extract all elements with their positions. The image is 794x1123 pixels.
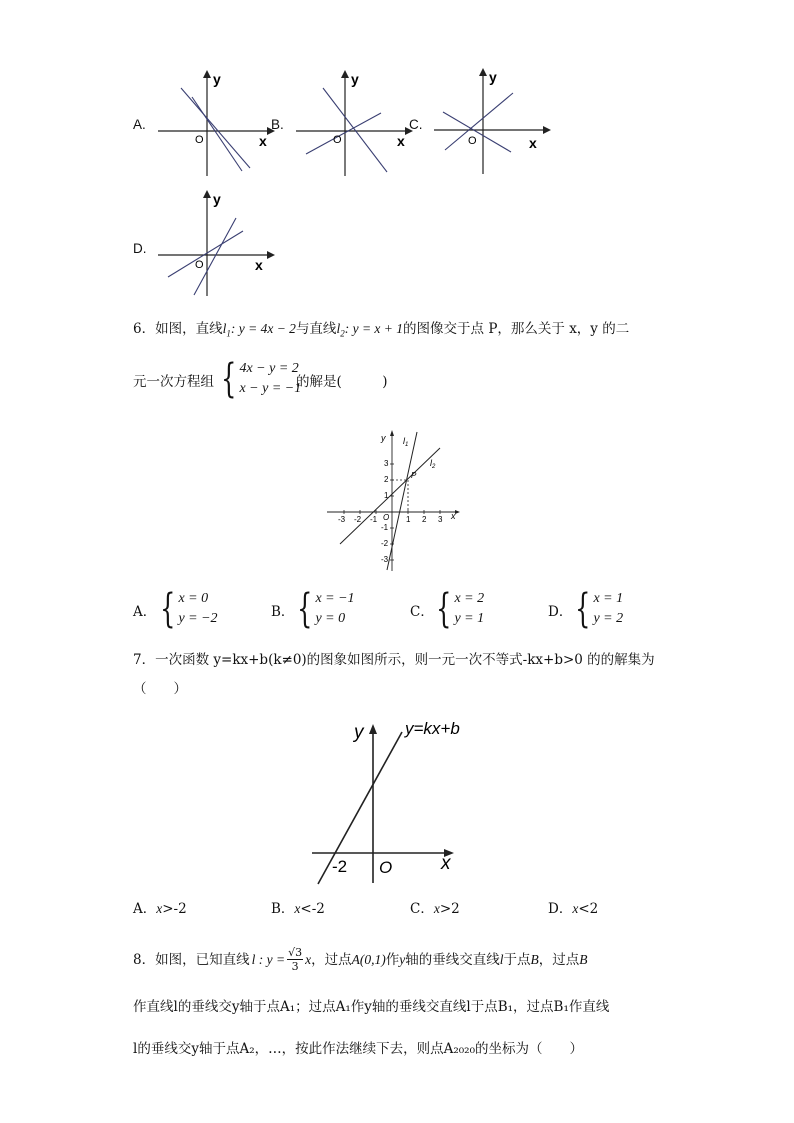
q8-point-a: A(0,1) <box>351 951 386 967</box>
q5a-y-label: y <box>213 71 221 87</box>
q6-l2-sub: 2 <box>340 328 345 339</box>
q6-y-tick: 1 <box>384 491 389 500</box>
q5-graph-c <box>431 66 551 176</box>
q5d-origin-label: O <box>195 259 204 271</box>
q6-option-c-letter: C． <box>410 604 434 620</box>
q8-y-var: y <box>399 951 406 967</box>
option-b-letter: B. <box>271 117 284 132</box>
q6-option-b-letter: B． <box>271 604 295 620</box>
brace-icon: { <box>436 586 452 632</box>
q6-option-c <box>431 586 485 632</box>
q7-option-d <box>548 900 598 918</box>
q7-option-c <box>410 900 460 918</box>
q5-graph-d <box>155 188 275 298</box>
q6-l1-sub: 1 <box>226 328 231 339</box>
q8-text-a: 8．如图，已知直线 <box>133 951 250 968</box>
q6-system-eq1: 4x − y = 2 <box>239 361 299 376</box>
q5c-y-label: y <box>489 69 497 85</box>
q7-option-b-letter: B． <box>271 901 295 917</box>
q8-l-var: l <box>499 951 504 967</box>
q6-graph-y-label: y <box>381 433 386 443</box>
brace-icon: { <box>297 586 313 632</box>
q6-option-a <box>155 586 218 632</box>
q6-option-a-line2: y = −2 <box>178 611 218 626</box>
q7-graph-origin-label: O <box>379 858 393 877</box>
q6-graph-l1-label: $l_1$ <box>403 436 409 448</box>
q6-option-c-line2: y = 1 <box>454 611 485 626</box>
q8-text-d: 轴的垂线交直线 <box>405 951 500 968</box>
q6-x-tick: 2 <box>422 515 427 524</box>
q7-option-a-letter: A． <box>133 901 157 917</box>
q6-x-tick: -3 <box>338 515 346 524</box>
q7-option-a <box>133 900 187 918</box>
q7-option-b-text: <-2 <box>300 901 325 917</box>
q8-fraction <box>287 946 303 973</box>
q6-graph-p-label: P <box>411 471 417 480</box>
q7-option-c-letter: C． <box>410 901 434 917</box>
q8-text-c: 作 <box>385 951 400 968</box>
q7-option-b <box>271 900 325 918</box>
q6-y-tick: -2 <box>381 539 389 548</box>
q6-option-b-line2: y = 0 <box>315 611 346 626</box>
q6-l2: l <box>336 321 341 336</box>
q6-stem-line1 <box>133 320 629 343</box>
q8-text-f: ，过点 <box>538 951 580 968</box>
q5c-origin-label: O <box>468 135 477 147</box>
q6-x-tick: 1 <box>406 515 411 524</box>
brace-icon: { <box>221 356 237 402</box>
q8-b-var: B <box>530 951 539 967</box>
option-c-letter: C. <box>409 117 423 132</box>
q8-text-e: 于点 <box>503 951 531 968</box>
q8-fraction-numerator: √3 <box>288 946 303 959</box>
q6-option-b-line1: x = −1 <box>315 591 355 606</box>
q6-text-a: 6．如图，直线 <box>133 321 223 337</box>
q6-x-tick: -1 <box>370 515 378 524</box>
q6-y-tick: -3 <box>381 555 389 564</box>
q6-text-system-prefix: 元一次方程组 <box>133 374 214 390</box>
q6-option-d-letter: D． <box>548 604 573 620</box>
q7-option-c-var: x <box>433 901 440 916</box>
q6-option-a-line1: x = 0 <box>178 591 209 606</box>
q5b-x-label: x <box>397 133 405 149</box>
q6-equation-system <box>216 356 302 402</box>
q7-option-b-var: x <box>294 901 301 916</box>
q6-option-c-line1: x = 2 <box>454 591 485 606</box>
q6-graph-l2-label: $l_2$ <box>430 458 436 470</box>
q6-text-b: 的图像交于点 P，那么关于 x，y 的二 <box>403 321 630 337</box>
q6-l1: l <box>222 321 227 336</box>
q5d-x-label: x <box>255 257 263 273</box>
q6-text-system-suffix: 的解是( ) <box>296 374 388 390</box>
q5c-x-label: x <box>529 135 537 151</box>
q7-option-d-text: <2 <box>578 901 599 917</box>
q6-option-d <box>570 586 624 632</box>
q6-graph-origin-label: O <box>383 513 390 522</box>
q7-option-d-var: x <box>572 901 579 916</box>
q6-graph-x-label: x <box>451 511 456 521</box>
q6-y-tick: 3 <box>384 459 389 468</box>
q7-option-c-text: >2 <box>439 901 460 917</box>
q8-line-l: l : y = <box>251 951 286 967</box>
q5-graph-a <box>155 68 275 178</box>
q5a-x-label: x <box>259 133 267 149</box>
q6-system-eq2: x − y = −1 <box>239 381 302 396</box>
q5a-origin-label: O <box>195 134 204 146</box>
q8-fraction-denominator: 3 <box>291 960 299 973</box>
q6-y-tick: 2 <box>384 475 389 484</box>
q8-stem-line3: l的垂线交y轴于点A₂，…，按此作法继续下去，则点A₂₀₂₀的坐标为（ ） <box>133 1041 584 1057</box>
q5-graph-b <box>293 68 413 178</box>
q6-text-mid: 与直线 <box>295 321 337 337</box>
option-d-letter: D. <box>133 241 147 256</box>
q7-option-d-letter: D． <box>548 901 573 917</box>
option-a-letter: A. <box>133 117 146 132</box>
q7-stem-line2: （ ） <box>133 681 187 697</box>
q7-option-a-var: x <box>156 901 163 916</box>
q6-option-d-line2: y = 2 <box>593 611 624 626</box>
q7-graph-function-label: y=kx+b <box>405 719 460 738</box>
q7-stem-line1: 7．一次函数 y=kx+b(k≠0)的图象如图所示，则一元一次不等式-kx+b>0 的的解集为 <box>133 652 655 668</box>
q7-graph-y-label: y <box>354 722 364 743</box>
q6-y-tick: -1 <box>381 523 389 532</box>
q6-graph <box>323 426 468 576</box>
q7-graph-x-label: x <box>441 853 451 874</box>
q8-stem-line1 <box>133 946 587 973</box>
q6-option-b <box>292 586 355 632</box>
brace-icon: { <box>575 586 591 632</box>
q7-graph-intercept-label: -2 <box>332 857 348 876</box>
q7-option-a-text: >-2 <box>162 901 187 917</box>
q5b-y-label: y <box>351 71 359 87</box>
q6-option-a-letter: A． <box>133 604 157 620</box>
q8-stem-line2: 作直线l的垂线交y轴于点A₁；过点A₁作y轴的垂线交直线l于点B₁，过点B₁作直线 <box>133 999 610 1015</box>
q6-option-d-line1: x = 1 <box>593 591 624 606</box>
q5b-origin-label: O <box>333 134 342 146</box>
q6-l2-equation: : y = x + 1 <box>344 321 404 336</box>
q8-b-var2: B <box>579 951 588 967</box>
q6-x-tick: -2 <box>354 515 362 524</box>
q5d-y-label: y <box>213 191 221 207</box>
q8-text-b: ，过点 <box>311 951 352 968</box>
q7-graph <box>310 718 460 888</box>
q6-x-tick: 3 <box>438 515 443 524</box>
q6-l1-equation: : y = 4x − 2 <box>230 321 296 336</box>
q8-fraction-var: x <box>305 951 312 967</box>
brace-icon: { <box>160 586 176 632</box>
